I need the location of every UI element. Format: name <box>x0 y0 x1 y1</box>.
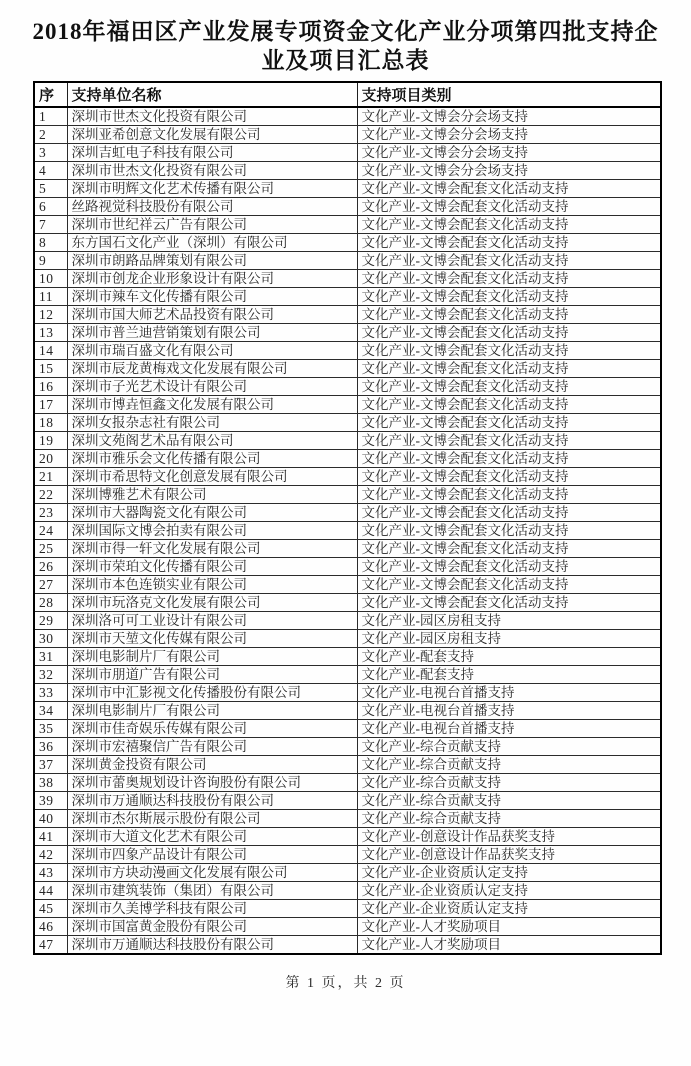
company-name-cell: 深圳黄金投资有限公司 <box>67 756 357 774</box>
row-number-cell: 6 <box>34 198 67 216</box>
page-title: 2018年福田区产业发展专项资金文化产业分项第四批支持企业及项目汇总表 <box>32 19 659 73</box>
category-cell: 文化产业-文博会配套文化活动支持 <box>357 342 661 360</box>
company-name-cell: 深圳市宏禧聚信广告有限公司 <box>67 738 357 756</box>
row-number-cell: 22 <box>34 486 67 504</box>
row-number-cell: 8 <box>34 234 67 252</box>
row-number-cell: 21 <box>34 468 67 486</box>
column-header-company-name: 支持单位名称 <box>67 82 357 107</box>
category-cell: 文化产业-综合贡献支持 <box>357 792 661 810</box>
company-name-cell: 深圳亚希创意文化发展有限公司 <box>67 126 357 144</box>
category-cell: 文化产业-文博会配套文化活动支持 <box>357 540 661 558</box>
row-number-cell: 39 <box>34 792 67 810</box>
row-number-cell: 14 <box>34 342 67 360</box>
table-row <box>34 828 661 846</box>
row-number-cell: 42 <box>34 846 67 864</box>
table-row <box>34 936 661 955</box>
row-number-cell: 19 <box>34 432 67 450</box>
table-row <box>34 918 661 936</box>
category-cell: 文化产业-文博会配套文化活动支持 <box>357 306 661 324</box>
category-cell: 文化产业-文博会配套文化活动支持 <box>357 360 661 378</box>
category-cell: 文化产业-文博会配套文化活动支持 <box>357 450 661 468</box>
table-row <box>34 234 661 252</box>
table-row <box>34 900 661 918</box>
company-name-cell: 深圳博雅艺术有限公司 <box>67 486 357 504</box>
table-row <box>34 144 661 162</box>
table-row <box>34 504 661 522</box>
table-row <box>34 720 661 738</box>
company-name-cell: 深圳市杰尔斯展示股份有限公司 <box>67 810 357 828</box>
page-number-text: 第 1 页，共 2 页 <box>285 976 406 991</box>
table-body <box>34 107 661 954</box>
table-row <box>34 810 661 828</box>
row-number-cell: 45 <box>34 900 67 918</box>
table-row <box>34 882 661 900</box>
category-cell: 文化产业-创意设计作品获奖支持 <box>357 846 661 864</box>
category-cell: 文化产业-人才奖励项目 <box>357 918 661 936</box>
company-name-cell: 深圳市希思特文化创意发展有限公司 <box>67 468 357 486</box>
row-number-cell: 3 <box>34 144 67 162</box>
company-name-cell: 深圳市中汇影视文化传播股份有限公司 <box>67 684 357 702</box>
table-row <box>34 630 661 648</box>
company-name-cell: 深圳市创龙企业形象设计有限公司 <box>67 270 357 288</box>
table-row <box>34 576 661 594</box>
table-row <box>34 846 661 864</box>
company-name-cell: 深圳市国富黄金股份有限公司 <box>67 918 357 936</box>
category-cell: 文化产业-文博会配套文化活动支持 <box>357 594 661 612</box>
row-number-cell: 2 <box>34 126 67 144</box>
category-cell: 文化产业-文博会分会场支持 <box>357 126 661 144</box>
row-number-cell: 35 <box>34 720 67 738</box>
category-cell: 文化产业-文博会配套文化活动支持 <box>357 180 661 198</box>
row-number-cell: 32 <box>34 666 67 684</box>
table-row <box>34 738 661 756</box>
category-cell: 文化产业-文博会配套文化活动支持 <box>357 216 661 234</box>
category-cell: 文化产业-文博会配套文化活动支持 <box>357 288 661 306</box>
table-row <box>34 306 661 324</box>
row-number-cell: 5 <box>34 180 67 198</box>
category-cell: 文化产业-电视台首播支持 <box>357 702 661 720</box>
category-cell: 文化产业-文博会配套文化活动支持 <box>357 198 661 216</box>
category-cell: 文化产业-电视台首播支持 <box>357 684 661 702</box>
category-cell: 文化产业-综合贡献支持 <box>357 756 661 774</box>
table-row <box>34 107 661 126</box>
row-number-cell: 15 <box>34 360 67 378</box>
row-number-cell: 12 <box>34 306 67 324</box>
category-cell: 文化产业-文博会配套文化活动支持 <box>357 252 661 270</box>
category-cell: 文化产业-电视台首播支持 <box>357 720 661 738</box>
category-cell: 文化产业-综合贡献支持 <box>357 774 661 792</box>
category-cell: 文化产业-文博会配套文化活动支持 <box>357 522 661 540</box>
category-cell: 文化产业-园区房租支持 <box>357 612 661 630</box>
company-name-cell: 东方国石文化产业（深圳）有限公司 <box>67 234 357 252</box>
table-row <box>34 288 661 306</box>
company-name-cell: 深圳市本色连锁实业有限公司 <box>67 576 357 594</box>
row-number-cell: 38 <box>34 774 67 792</box>
table-row <box>34 540 661 558</box>
category-cell: 文化产业-综合贡献支持 <box>357 810 661 828</box>
category-cell: 文化产业-文博会分会场支持 <box>357 107 661 126</box>
company-name-cell: 深圳市辣车文化传播有限公司 <box>67 288 357 306</box>
category-cell: 文化产业-配套支持 <box>357 648 661 666</box>
category-cell: 文化产业-综合贡献支持 <box>357 738 661 756</box>
company-name-cell: 深圳吉虹电子科技有限公司 <box>67 144 357 162</box>
table-row <box>34 792 661 810</box>
company-name-cell: 深圳市天堃文化传媒有限公司 <box>67 630 357 648</box>
row-number-cell: 11 <box>34 288 67 306</box>
category-cell: 文化产业-创意设计作品获奖支持 <box>357 828 661 846</box>
table-row <box>34 666 661 684</box>
category-cell: 文化产业-文博会配套文化活动支持 <box>357 324 661 342</box>
company-name-cell: 深圳市蕾奥规划设计咨询股份有限公司 <box>67 774 357 792</box>
company-name-cell: 深圳市万通顺达科技股份有限公司 <box>67 792 357 810</box>
table-row <box>34 522 661 540</box>
company-name-cell: 深圳市瑞百盛文化有限公司 <box>67 342 357 360</box>
table-row <box>34 252 661 270</box>
row-number-cell: 4 <box>34 162 67 180</box>
company-name-cell: 深圳市万通顺达科技股份有限公司 <box>67 936 357 955</box>
company-name-cell: 深圳市普兰迪营销策划有限公司 <box>67 324 357 342</box>
company-name-cell: 深圳女报杂志社有限公司 <box>67 414 357 432</box>
company-name-cell: 深圳市辰龙黄梅戏文化发展有限公司 <box>67 360 357 378</box>
table-row <box>34 594 661 612</box>
table-row <box>34 756 661 774</box>
company-name-cell: 深圳市明辉文化艺术传播有限公司 <box>67 180 357 198</box>
table-row <box>34 216 661 234</box>
table-row <box>34 198 661 216</box>
table-row <box>34 486 661 504</box>
company-name-cell: 深圳市荣珀文化传播有限公司 <box>67 558 357 576</box>
category-cell: 文化产业-文博会配套文化活动支持 <box>357 234 661 252</box>
row-number-cell: 1 <box>34 107 67 126</box>
company-name-cell: 深圳市博垚恒鑫文化发展有限公司 <box>67 396 357 414</box>
table-row <box>34 432 661 450</box>
row-number-cell: 31 <box>34 648 67 666</box>
company-name-cell: 深圳市世纪祥云广告有限公司 <box>67 216 357 234</box>
company-name-cell: 深圳洛可可工业设计有限公司 <box>67 612 357 630</box>
row-number-cell: 43 <box>34 864 67 882</box>
table-row <box>34 702 661 720</box>
category-cell: 文化产业-文博会配套文化活动支持 <box>357 396 661 414</box>
company-name-cell: 深圳文苑阁艺术品有限公司 <box>67 432 357 450</box>
table-row <box>34 180 661 198</box>
row-number-cell: 33 <box>34 684 67 702</box>
category-cell: 文化产业-企业资质认定支持 <box>357 882 661 900</box>
company-name-cell: 深圳国际文博会拍卖有限公司 <box>67 522 357 540</box>
row-number-cell: 7 <box>34 216 67 234</box>
category-cell: 文化产业-文博会配套文化活动支持 <box>357 432 661 450</box>
table-row <box>34 648 661 666</box>
row-number-cell: 23 <box>34 504 67 522</box>
table-row <box>34 324 661 342</box>
table-row <box>34 360 661 378</box>
company-name-cell: 深圳市子光艺术设计有限公司 <box>67 378 357 396</box>
company-name-cell: 深圳市世杰文化投资有限公司 <box>67 107 357 126</box>
row-number-cell: 10 <box>34 270 67 288</box>
row-number-cell: 16 <box>34 378 67 396</box>
row-number-cell: 30 <box>34 630 67 648</box>
company-name-cell: 深圳市四象产品设计有限公司 <box>67 846 357 864</box>
table-row <box>34 378 661 396</box>
category-cell: 文化产业-文博会配套文化活动支持 <box>357 576 661 594</box>
column-header-category: 支持项目类别 <box>357 82 661 107</box>
table-row <box>34 864 661 882</box>
category-cell: 文化产业-文博会配套文化活动支持 <box>357 378 661 396</box>
table-header-row <box>34 82 661 107</box>
table-row <box>34 558 661 576</box>
category-cell: 文化产业-文博会分会场支持 <box>357 144 661 162</box>
category-cell: 文化产业-文博会分会场支持 <box>357 162 661 180</box>
table-row <box>34 342 661 360</box>
row-number-cell: 47 <box>34 936 67 955</box>
company-name-cell: 深圳市久美博学科技有限公司 <box>67 900 357 918</box>
category-cell: 文化产业-文博会配套文化活动支持 <box>357 468 661 486</box>
company-name-cell: 深圳电影制片厂有限公司 <box>67 648 357 666</box>
row-number-cell: 41 <box>34 828 67 846</box>
row-number-cell: 18 <box>34 414 67 432</box>
category-cell: 文化产业-文博会配套文化活动支持 <box>357 504 661 522</box>
company-name-cell: 深圳市大道文化艺术有限公司 <box>67 828 357 846</box>
company-name-cell: 深圳市雅乐会文化传播有限公司 <box>67 450 357 468</box>
row-number-cell: 36 <box>34 738 67 756</box>
table-row <box>34 270 661 288</box>
row-number-cell: 37 <box>34 756 67 774</box>
category-cell: 文化产业-企业资质认定支持 <box>357 864 661 882</box>
company-name-cell: 丝路视觉科技股份有限公司 <box>67 198 357 216</box>
company-name-cell: 深圳市得一轩文化发展有限公司 <box>67 540 357 558</box>
row-number-cell: 13 <box>34 324 67 342</box>
category-cell: 文化产业-文博会配套文化活动支持 <box>357 558 661 576</box>
table-row <box>34 414 661 432</box>
table-row <box>34 612 661 630</box>
company-name-cell: 深圳市佳奇娱乐传媒有限公司 <box>67 720 357 738</box>
row-number-cell: 28 <box>34 594 67 612</box>
row-number-cell: 24 <box>34 522 67 540</box>
row-number-cell: 26 <box>34 558 67 576</box>
category-cell: 文化产业-文博会配套文化活动支持 <box>357 414 661 432</box>
company-name-cell: 深圳市大器陶瓷文化有限公司 <box>67 504 357 522</box>
row-number-cell: 20 <box>34 450 67 468</box>
company-name-cell: 深圳市建筑装饰（集团）有限公司 <box>67 882 357 900</box>
table-row <box>34 774 661 792</box>
company-name-cell: 深圳市朋道广告有限公司 <box>67 666 357 684</box>
table-row <box>34 162 661 180</box>
company-name-cell: 深圳市国大师艺术品投资有限公司 <box>67 306 357 324</box>
company-name-cell: 深圳电影制片厂有限公司 <box>67 702 357 720</box>
row-number-cell: 40 <box>34 810 67 828</box>
table-row <box>34 684 661 702</box>
company-name-cell: 深圳市世杰文化投资有限公司 <box>67 162 357 180</box>
summary-table <box>33 81 662 955</box>
row-number-cell: 27 <box>34 576 67 594</box>
row-number-cell: 46 <box>34 918 67 936</box>
table-row <box>34 468 661 486</box>
category-cell: 文化产业-企业资质认定支持 <box>357 900 661 918</box>
row-number-cell: 9 <box>34 252 67 270</box>
category-cell: 文化产业-文博会配套文化活动支持 <box>357 270 661 288</box>
row-number-cell: 44 <box>34 882 67 900</box>
row-number-cell: 17 <box>34 396 67 414</box>
category-cell: 文化产业-配套支持 <box>357 666 661 684</box>
category-cell: 文化产业-园区房租支持 <box>357 630 661 648</box>
row-number-cell: 25 <box>34 540 67 558</box>
company-name-cell: 深圳市方块动漫画文化发展有限公司 <box>67 864 357 882</box>
table-row <box>34 396 661 414</box>
table-row <box>34 126 661 144</box>
row-number-cell: 34 <box>34 702 67 720</box>
category-cell: 文化产业-文博会配套文化活动支持 <box>357 486 661 504</box>
company-name-cell: 深圳市朗路品牌策划有限公司 <box>67 252 357 270</box>
category-cell: 文化产业-人才奖励项目 <box>357 936 661 955</box>
row-number-cell: 29 <box>34 612 67 630</box>
column-header-index: 序 <box>34 82 67 107</box>
company-name-cell: 深圳市玩洛克文化发展有限公司 <box>67 594 357 612</box>
table-row <box>34 450 661 468</box>
